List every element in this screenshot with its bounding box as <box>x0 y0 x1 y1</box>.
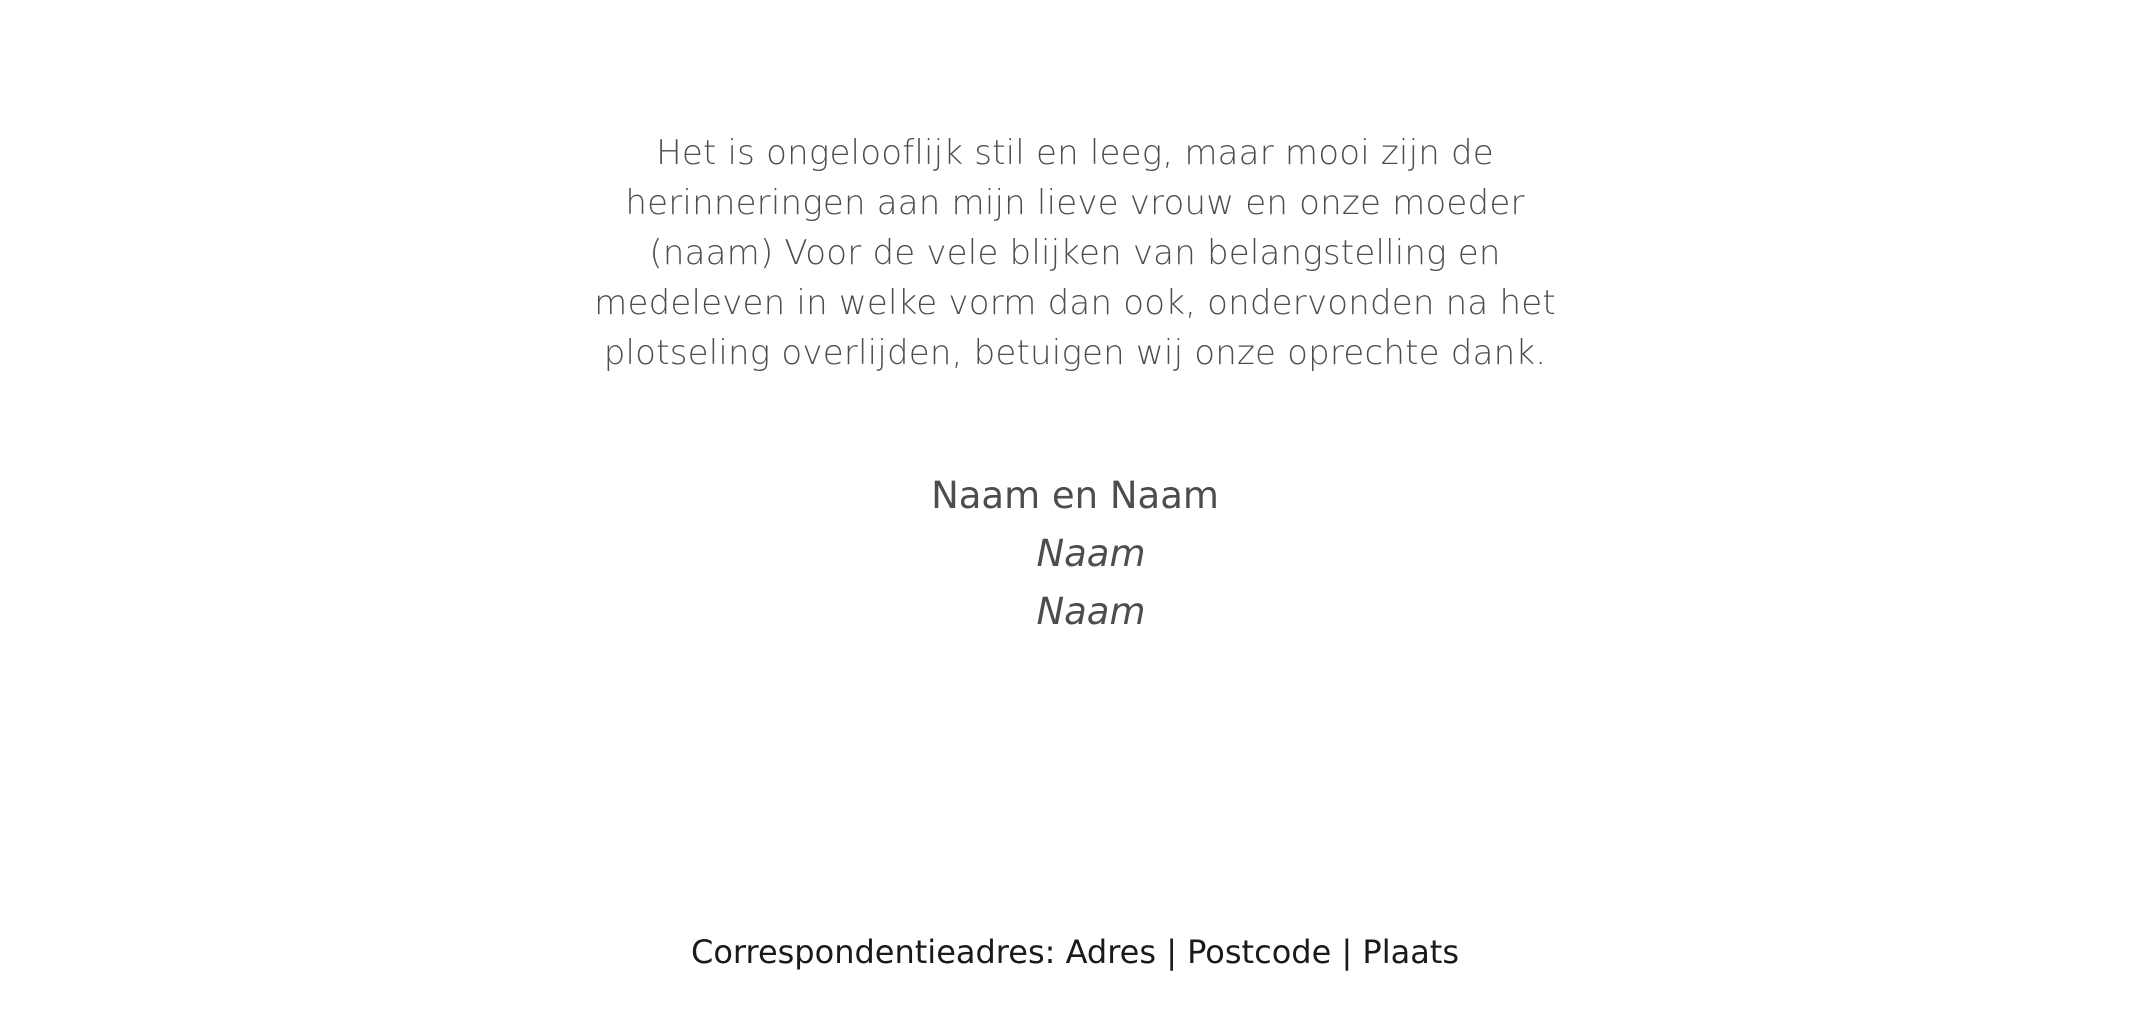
thank-you-message <box>575 128 1575 378</box>
message-line: plotseling overlijden, betuigen wij onze oprechte dank. <box>603 333 1547 373</box>
correspondence-address: Correspondentieadres: Adres | Postcode | Plaats <box>690 933 1460 971</box>
signature-child-name: Naam <box>1036 532 1146 575</box>
message-line: (naam) Voor de vele blijken van belangstelling en <box>649 233 1501 273</box>
message-line: herinneringen aan mijn lieve vrouw en onze moeder <box>625 183 1525 223</box>
message-line: medeleven in welke vorm dan ook, ondervonden na het <box>594 283 1556 323</box>
signature-block <box>775 467 1375 641</box>
signature-child-name: Naam <box>1036 590 1146 633</box>
signature-primary-names: Naam en Naam <box>931 474 1219 517</box>
message-line: Het is ongelooflijk stil en leeg, maar mooi zijn de <box>656 133 1494 173</box>
